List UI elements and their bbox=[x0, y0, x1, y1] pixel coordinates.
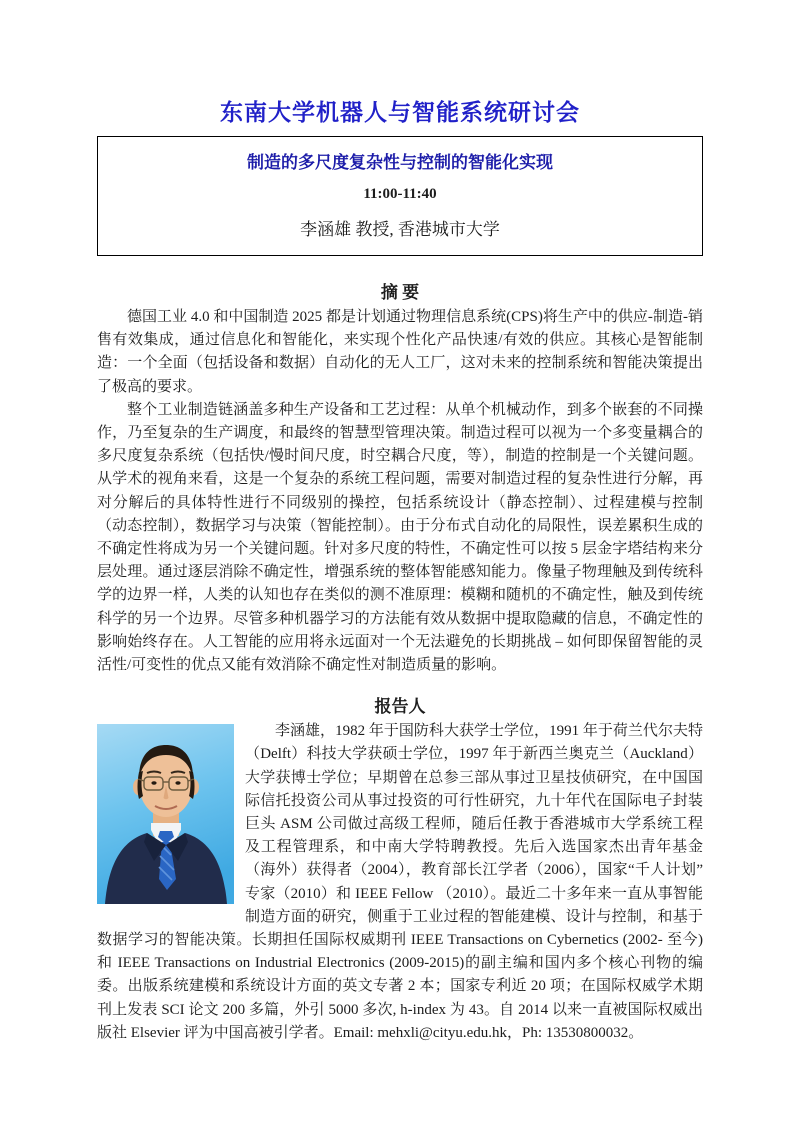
page-title: 东南大学机器人与智能系统研讨会 bbox=[220, 99, 580, 125]
speaker-photo bbox=[97, 724, 234, 904]
speaker-heading: 报告人 bbox=[374, 697, 426, 717]
talk-speaker-line: 李涵雄 教授, 香港城市大学 bbox=[300, 220, 500, 239]
abstract-heading: 摘 要 bbox=[380, 283, 420, 302]
speaker-bio-section bbox=[97, 720, 703, 1045]
speaker-bio-text: 李涵雄，1982 年于国防科大获学士学位，1991 年于荷兰代尔夫特（Delft）科技大学获硕士学位，1997 年于新西兰奥克兰（Auckland）大学获博士学位；早期曾在总参三部从事过卫星技侦研究，在中国国际信托投资公司从事过投资的可行性研究，九十年代在国际电子封装巨头 ASM 公司做过高级工程师，随后任教于香港城市大学系统工程及工程管理系，和中南大学特聘教授。先后入选国家杰出青年基金（海外）获得者（2004），教育部长江学者（2006），国家“千人计划”专家（2010）和 IEEE Fellow （2010）。最近二十多年来一直从事智能制造方面的研究，侧重于工业过程的智能建模、设计与控制，和基于数据学习的智能决策。长期担任国际权威期刊 IEEE Transactions on Cybernetics (2002- 至今)和 IEEE Transactions on Industrial Electronics (2009-2015)的副主编和国内多个核心刊物的编委。出版系统建模和系统设计方面的英文专著 2 本；国家专利近 20 项；在国际权威学术期刊上发表 SCI 论文 200 多篇，外引 5000 多次, h-index 为 43。自 2014 以来一直被国际权威出版社 Elsevier 评为中国高被引学者。Email: mehxli@cityu.edu.hk，Ph: 13530800032。 bbox=[97, 723, 703, 1041]
abstract-paragraph-2: 整个工业制造链涵盖多种生产设备和工艺过程：从单个机械动作，到多个嵌套的不同操作，乃至复杂的生产调度，和最终的智慧型管理决策。制造过程可以视为一个多变量耦合的多尺度复杂系统（包括快/慢时间尺度，时空耦合尺度，等），制造的控制是一个关键问题。从学术的视角来看，这是一个复杂的系统工程问题，需要对制造过程的复杂性进行分解，再对分解后的具体特性进行不同级别的操控，包括系统设计（静态控制）、过程建模与控制（动态控制），数据学习与决策（智能控制）。由于分布式自动化的局限性，误差累积生成的不确定性将成为另一个关键问题。针对多尺度的特性，不确定性可以按 5 层金字塔结构来分层处理。通过逐层消除不确定性，增强系统的整体智能感知能力。像量子物理触及到传统科学的边界一样，人类的认知也存在类似的测不准原理：模糊和随机的不确定性，触及到传统科学的另一个边界。尽管多种机器学习的方法能有效从数据中提取隐藏的信息，不确定性的影响始终存在。人工智能的应用将永远面对一个无法避免的长期挑战 – 如何即保留智能的灵活性/可变性的优点又能有效消除不确定性对制造质量的影响。 bbox=[97, 401, 703, 674]
talk-time: 11:00-11:40 bbox=[363, 186, 437, 202]
document-page bbox=[97, 94, 703, 1045]
talk-info-box bbox=[97, 136, 703, 256]
talk-title: 制造的多尺度复杂性与控制的智能化实现 bbox=[247, 153, 553, 172]
abstract-paragraph-1: 德国工业 4.0 和中国制造 2025 都是计划通过物理信息系统(CPS)将生产中的供应-制造-销售有效集成，通过信息化和智能化，来实现个性化产品快速/有效的供应。其核心是智能制造：一个全面（包括设备和数据）自动化的无人工厂，这对未来的控制系统和智能决策提出了极高的要求。 bbox=[97, 309, 703, 395]
